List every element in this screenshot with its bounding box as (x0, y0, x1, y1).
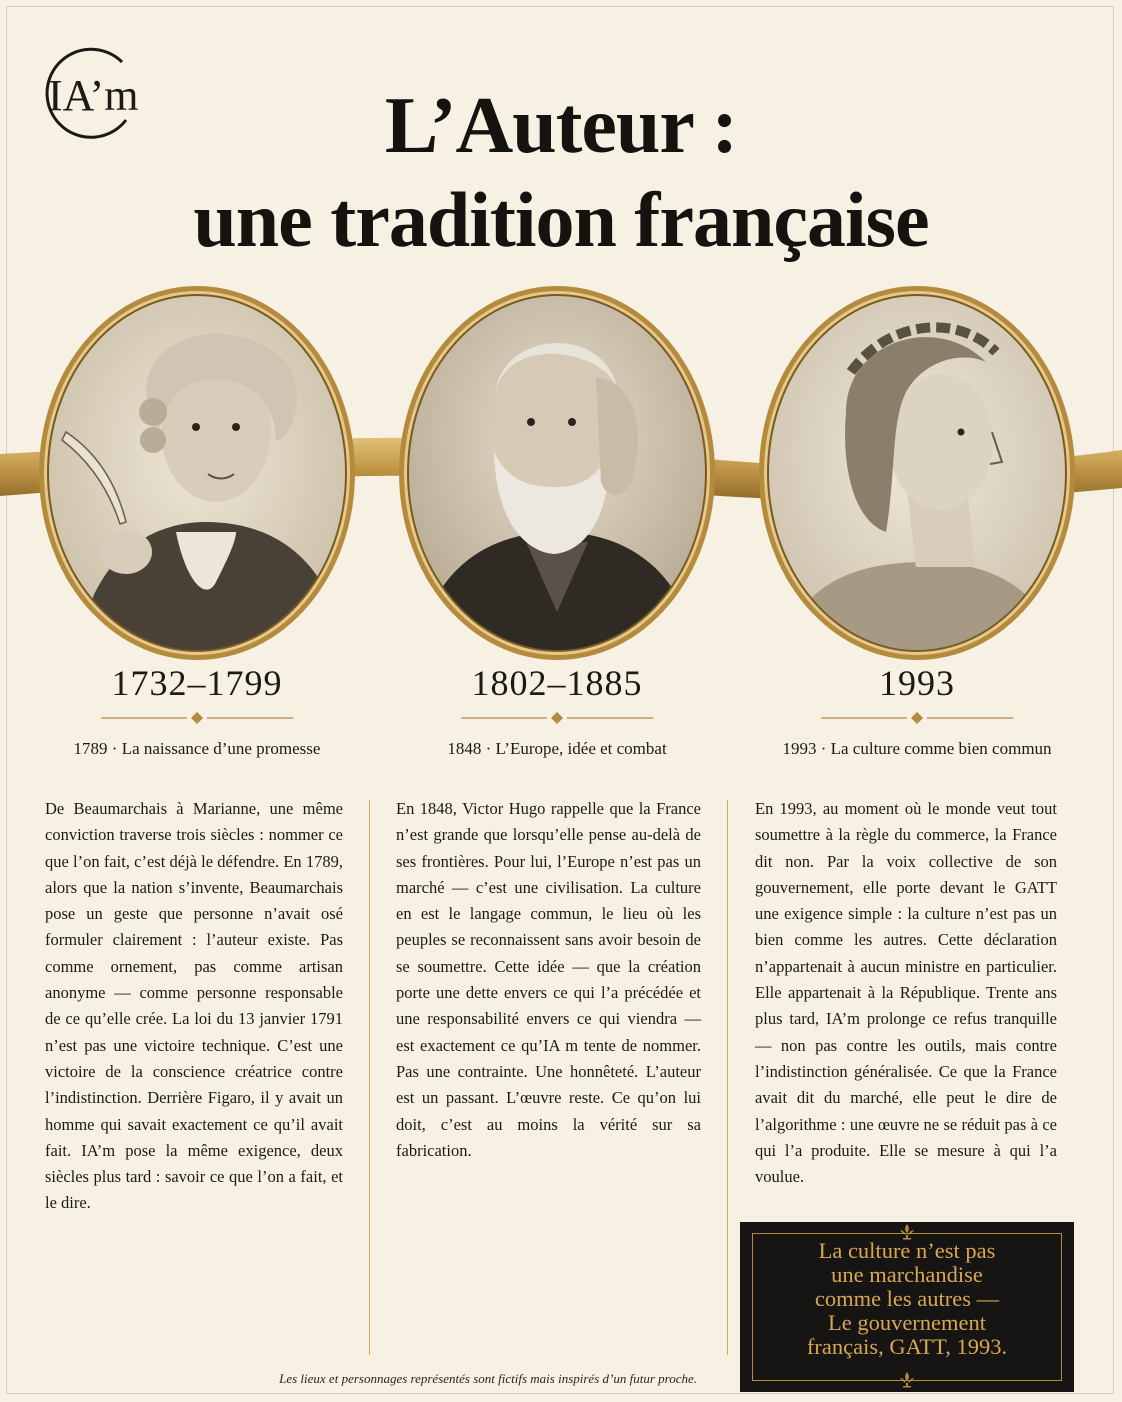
page-title-line1: L’Auteur : (384, 82, 738, 170)
footnote-disclaimer: Les lieux et personnages représentés sont fictifs mais inspirés d’un futur proche. (279, 1371, 697, 1386)
marianne-portrait-icon (756, 282, 1078, 664)
subtitle-1993: 1993 · La culture comme bien commun (782, 739, 1052, 758)
logo-text: IA’m (48, 71, 139, 120)
quote-line: français, GATT, 1993. (806, 1334, 1008, 1359)
gold-divider (821, 711, 1013, 725)
subtitle-1789: 1789 · La naissance d’une promesse (73, 739, 321, 758)
column-text-beaumarchais: De Beaumarchais à Marianne, une même conviction traverse trois siècles : nommer ce que l’on fait, c’est déjà le défendre. En 1789, alors que la nation s’invente, Beaumarchais pose un geste que personne n’avait osé formuler clairement : l’auteur existe. Pas comme ornement, pas comme artisan anonyme — comme personne responsable de ce qu’elle crée. La loi du 13 janvier 1791 n’est pas une victoire technique. C’est une victoire de la conscience créatrice contre l’indistinction. Derrière Figaro, il y avait un homme qui savait exactement ce qu’il avait fait. IA’m pose la même exigence, deux siècles plus tard : savoir ce que l’on a fait, et le dire. (45, 799, 343, 1213)
years-1993: 1993 (879, 663, 955, 703)
victor-hugo-portrait-icon (396, 282, 718, 664)
quote-line: Le gouvernement (827, 1310, 987, 1335)
subtitle-1848: 1848 · L’Europe, idée et combat (447, 739, 667, 758)
page-title-line2: une tradition française (193, 176, 929, 263)
fleur-de-lis-icon (897, 1371, 917, 1391)
column-text-1993: En 1993, au moment où le monde veut tout soumettre à la règle du commerce, la France dit non. Par la voix collective de son gouvernement, elle porte devant le GATT une exigence simple : la culture n’est pas un bien comme les autres. Cette déclaration n’appartenait à aucun ministre en particulier. Elle appartenait à la République. Trente ans plus tard, IA’m prolonge ce refus tranquille — non pas contre les outils, mais contre l’indistinction généralisée. Ce que la France avait dit du marché, elle peut le dire de l’algorithme : une œuvre ne se réduit pas à ce qui l’a produite. Elle se mesure à qui l’a voulue. (755, 799, 1057, 1187)
years-beaumarchais: 1732–1799 (111, 663, 283, 703)
gold-divider (461, 711, 653, 725)
column-text-hugo: En 1848, Victor Hugo rappelle que la France n’est grande que lorsqu’elle pense au-delà de ses frontières. Pour lui, l’Europe n’est pas un marché — c’est une civilisation. La culture en est le langage commun, le lieu où les peuples se reconnaissent sans avoir besoin de se soumettre. Cette idée — que la création porte une dette envers ce qui l’a précédée et une responsabilité envers ce qui viendra — est exactement ce qu’IA m tente de nommer. Pas une contrainte. Une honnêteté. L’auteur est un passant. L’œuvre reste. Ce qu’on lui doit, c’est au moins la vérité sur sa fabrication. (396, 799, 701, 1160)
quote-text (740, 1239, 1074, 1359)
beaumarchais-portrait-icon (36, 282, 358, 664)
quote-line: comme les autres — (814, 1286, 1000, 1311)
column-rule (727, 800, 728, 1355)
quote-box (740, 1222, 1074, 1392)
years-hugo: 1802–1885 (471, 663, 643, 703)
column-rule (369, 800, 370, 1355)
quote-line: La culture n’est pas (818, 1238, 996, 1263)
quote-line: une marchandise (831, 1262, 983, 1287)
gold-divider (101, 711, 293, 725)
